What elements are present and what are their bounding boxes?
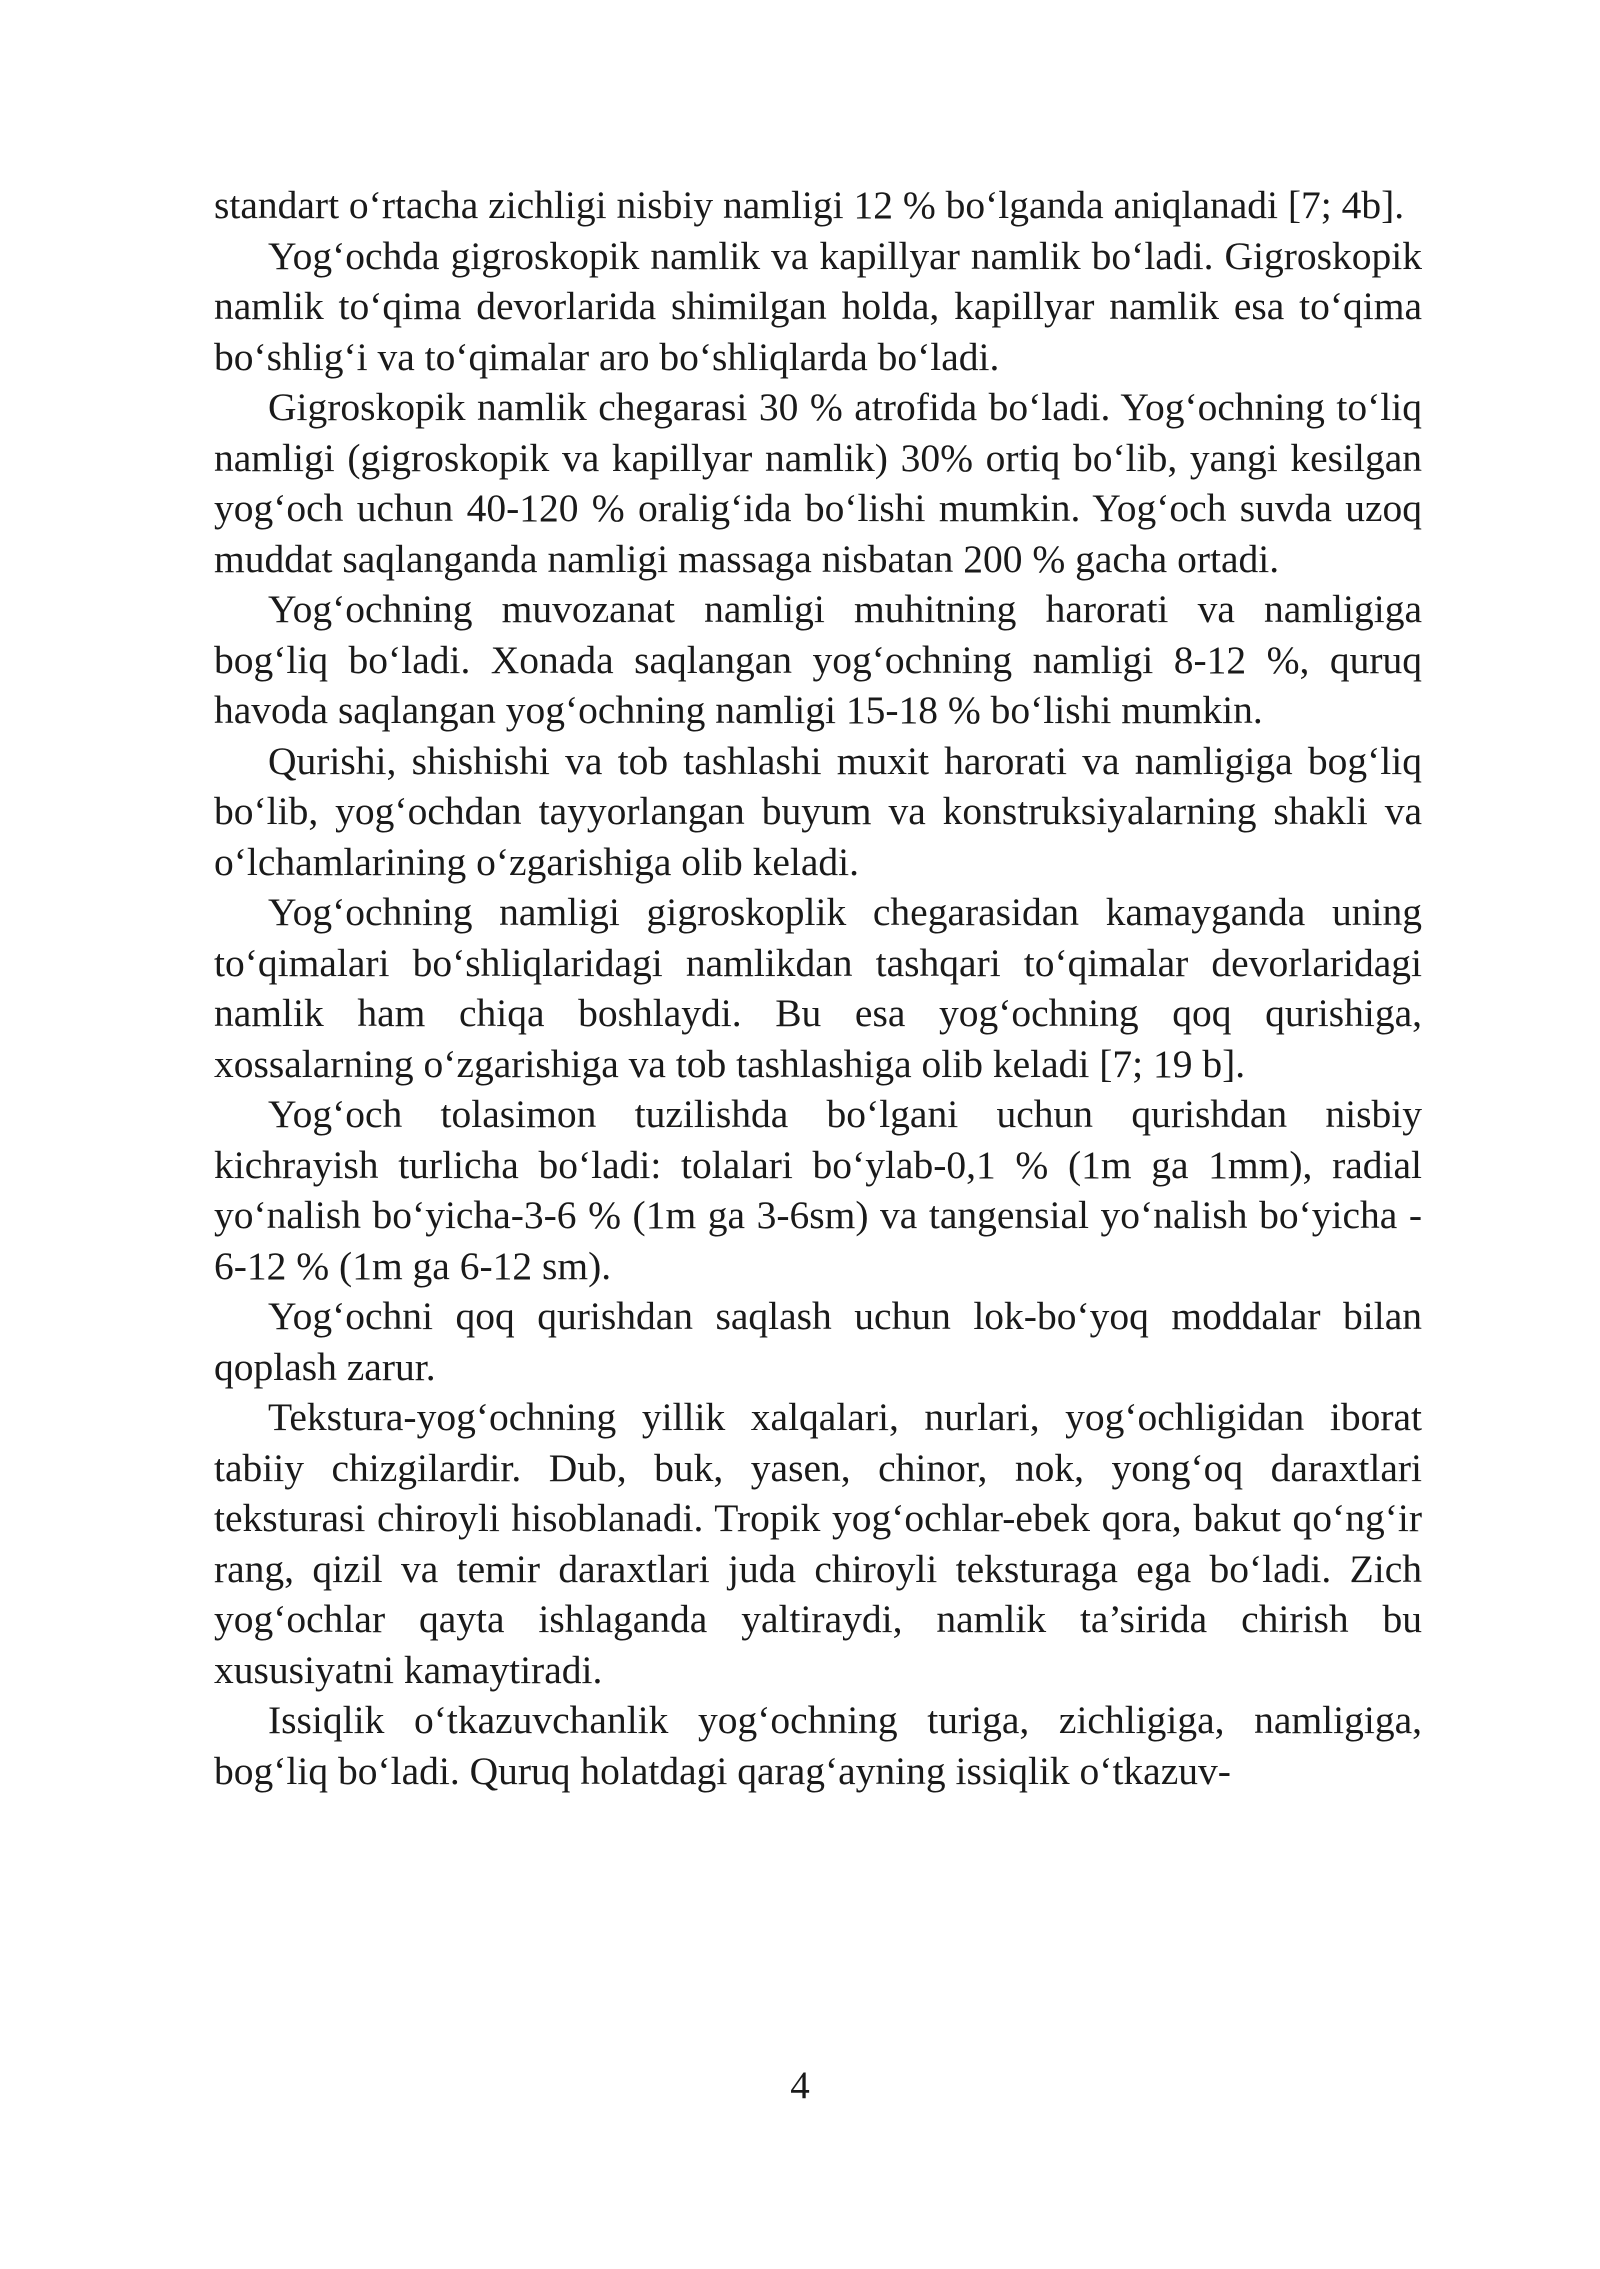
paragraph-moisture-types: Yog‘ochda gigroskopik namlik va kapillyar namlik bo‘ladi. Gigroskopik namlik to‘qima devorlarida shimilgan holda, kapillyar namlik esa to‘qima bo‘shlig‘i va to‘qimalar aro bo‘shliqlarda bo‘ladi. <box>214 233 1422 379</box>
page-number: 4 <box>790 2064 810 2107</box>
paragraph-hygroscopic-limit: Gigroskopik namlik chegarasi 30 % atrofida bo‘ladi. Yog‘ochning to‘liq namligi (gigroskopik va kapillyar namlik) 30% ortiq bo‘lib, yangi kesilgan yog‘och uchun 40-120 % oralig‘ida bo‘lishi mumkin. Yog‘och suvda uzoq muddat saqlanganda namligi massaga nisbatan 200 % gacha ortadi. <box>214 385 1422 581</box>
paragraph-thermal-conductivity: Issiqlik o‘tkazuvchanlik yog‘ochning turiga, zichligiga, namligiga, bog‘liq bo‘ladi. Quruq holatdagi qarag‘ayning issiqlik o‘tkazuv- <box>214 1698 1422 1793</box>
paragraph-protection: Yog‘ochni qoq qurishdan saqlash uchun lok-bo‘yoq moddalar bilan qoplash zarur. <box>214 1294 1422 1389</box>
paragraph-anisotropic-shrinkage: Yog‘och tolasimon tuzilishda bo‘lgani uchun qurishdan nisbiy kichrayish turlicha bo‘ladi: tolalari bo‘ylab-0,1 % (1m ga 1mm), radial yo‘nalish bo‘yicha-3-6 % (1m ga 3-6sm) va tangensial yo‘nalish bo‘yicha - 6-12 % (1m ga 6-12 sm). <box>214 1092 1422 1288</box>
paragraph-continued: standart o‘rtacha zichligi nisbiy namligi 12 % bo‘lganda aniqlanadi [7; 4b]. <box>214 183 1405 227</box>
paragraph-equilibrium-moisture: Yog‘ochning muvozanat namligi muhitning harorati va namligiga bog‘liq bo‘ladi. Xonada saqlangan yog‘ochning namligi 8-12 %, quruq havoda saqlangan yog‘ochning namligi 15-18 % bo‘lishi mumkin. <box>214 587 1422 732</box>
paragraph-shrinkage-warping: Qurishi, shishishi va tob tashlashi muxit harorati va namligiga bog‘liq bo‘lib, yog‘ochdan tayyorlangan buyum va konstruksiyalarning shakli va o‘lchamlarining o‘zgarishiga olib keladi. <box>214 738 1422 884</box>
paragraph-texture: Tekstura-yog‘ochning yillik xalqalari, nurlari, yog‘ochligidan iborat tabiiy chizgilardir. Dub, buk, yasen, chinor, nok, yong‘oq daraxtlari teksturasi chiroyli hisoblanadi. Tropik yog‘ochlar-ebek qora, bakut qo‘ng‘ir rang, qizil va temir daraxtlari juda chiroyli teksturaga ega bo‘ladi. Zich yog‘ochlar qayta ishlaganda yaltiraydi, namlik ta’sirida chirish bu xususiyatni kamaytiradi. <box>214 1395 1422 1692</box>
paragraph-drying-effects: Yog‘ochning namligi gigroskoplik chegarasidan kamayganda uning to‘qimalari bo‘shliqlaridagi namlikdan tashqari to‘qimalar devorlaridagi namlik ham chiqa boshlaydi. Bu esa yog‘ochning qoq qurishiga, xossalarning o‘zgarishiga va tob tashlashiga olib keladi [7; 19 b]. <box>214 890 1422 1086</box>
page-body <box>214 180 1422 1796</box>
